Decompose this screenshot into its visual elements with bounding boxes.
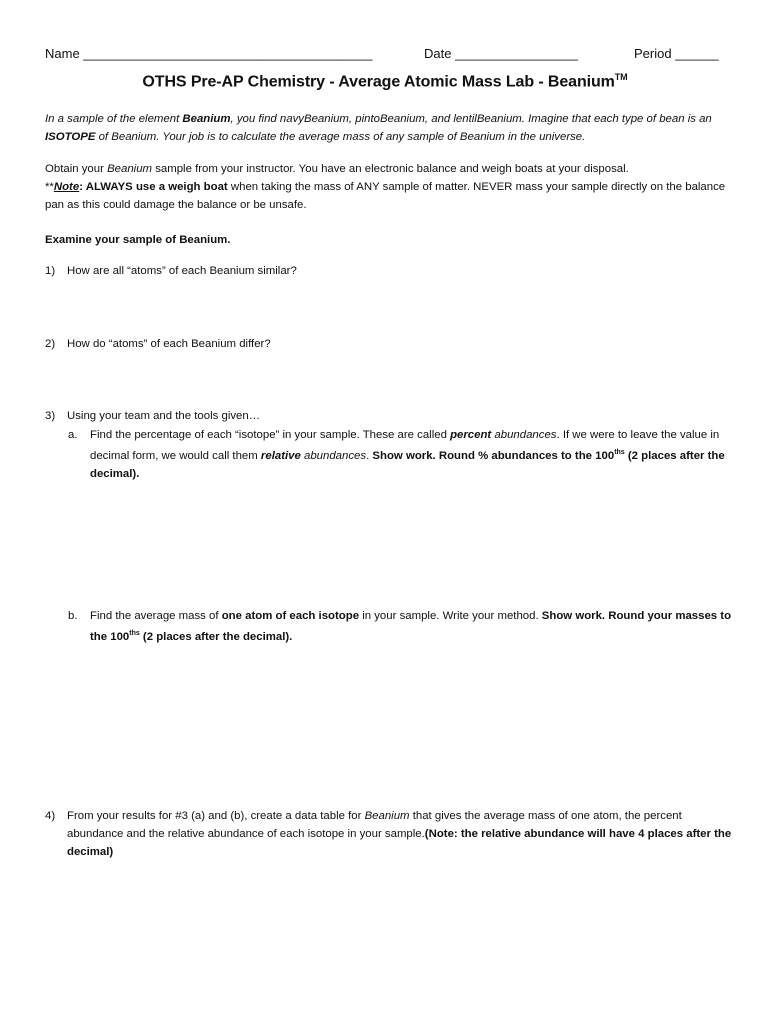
intro-text-3: of Beanium. Your job is to calculate the average mass of any sample of Beanium in the universe. [95, 131, 586, 143]
q3b-superscript: ths [129, 630, 140, 637]
note-word: Note [53, 181, 80, 193]
q3a-text-1: Find the percentage of each “isotope” in your sample. These are called [90, 429, 451, 441]
question-3-text: Using your team and the tools given… [67, 410, 261, 422]
note-bold-text: : ALWAYS use a weigh boat [79, 181, 228, 193]
q3a-bold-decimal: (2 places after the decimal). [90, 449, 725, 480]
obtain-paragraph [45, 160, 735, 214]
period-field-label: Period ______ [634, 46, 719, 61]
page-title-text: OTHS Pre-AP Chemistry - Average Atomic Mass Lab - Beanium [142, 73, 615, 91]
q4-italic-beanium: Beanium [364, 810, 410, 822]
q3a-superscript: ths [614, 449, 625, 456]
obtain-text-2: sample from your instructor. You have an electronic balance and weigh boats at your disposal. [152, 163, 629, 175]
q3a-bold-instructions: Show work. Round % abundances to the 100 [372, 449, 615, 462]
q3b-text-2: in your sample. Write your method. [359, 610, 542, 622]
question-1-number: 1) [45, 265, 56, 277]
q3b-bold-one-atom: one atom of each isotope [221, 610, 360, 622]
intro-bold-beanium: Beanium [182, 113, 231, 125]
q3a-bold-percent: percent [450, 429, 492, 441]
name-field-label: Name ________________________________________ [45, 46, 373, 61]
question-3-number: 3) [45, 410, 56, 422]
q3b-bold-instructions: Show work. Round your masses to the 100 [90, 610, 732, 643]
intro-text-2: , you find navyBeanium, pintoBeanium, and lentilBeanium. Imagine that each type of bean is an [230, 113, 712, 125]
q3a-text-3: . [366, 449, 373, 462]
q3a-bold-relative: relative [260, 449, 301, 462]
question-1-text: How are all “atoms” of each Beanium similar? [67, 265, 297, 277]
q3a-text-2: . If we were to leave the value in decimal form, we would call them [90, 429, 720, 462]
obtain-italic-beanium: Beanium [107, 163, 153, 175]
question-4-number: 4) [45, 810, 56, 822]
q4-text-1: From your results for #3 (a) and (b), create a data table for [67, 810, 365, 822]
question-2-number: 2) [45, 338, 56, 350]
intro-bold-isotope: ISOTOPE [45, 131, 96, 143]
intro-paragraph [45, 110, 735, 146]
note-prefix: ** [45, 181, 54, 193]
q4-bold-note: (Note: the relative abundance will have 4 places after the decimal) [67, 828, 732, 858]
q3a-italic-abundances-2: abundances [300, 449, 367, 462]
obtain-text-1: Obtain your [45, 163, 108, 175]
question-3a-text [90, 426, 735, 483]
date-field-label: Date _________________ [424, 46, 578, 61]
q3a-italic-abundances-1: abundances [491, 429, 557, 441]
trademark-mark: TM [614, 72, 628, 82]
q3b-text-1: Find the average mass of [90, 610, 222, 622]
intro-text-1: In a sample of the element [45, 113, 183, 125]
question-3b-label: b. [68, 610, 78, 622]
q3b-bold-decimal: (2 places after the decimal). [139, 630, 293, 643]
question-2-text: How do “atoms” of each Beanium differ? [67, 338, 271, 350]
question-3b-text [90, 607, 735, 646]
question-4-text [67, 807, 732, 861]
q4-text-2: that gives the average mass of one atom, the percent abundance and the relative abundance of each isotope in your sample. [67, 810, 682, 840]
page-title [0, 72, 770, 91]
examine-heading: Examine your sample of Beanium. [45, 234, 231, 246]
question-3a-label: a. [68, 429, 78, 441]
note-rest-text: when taking the mass of ANY sample of matter. NEVER mass your sample directly on the balance pan as this could damage the balance or be unsafe. [45, 181, 726, 211]
